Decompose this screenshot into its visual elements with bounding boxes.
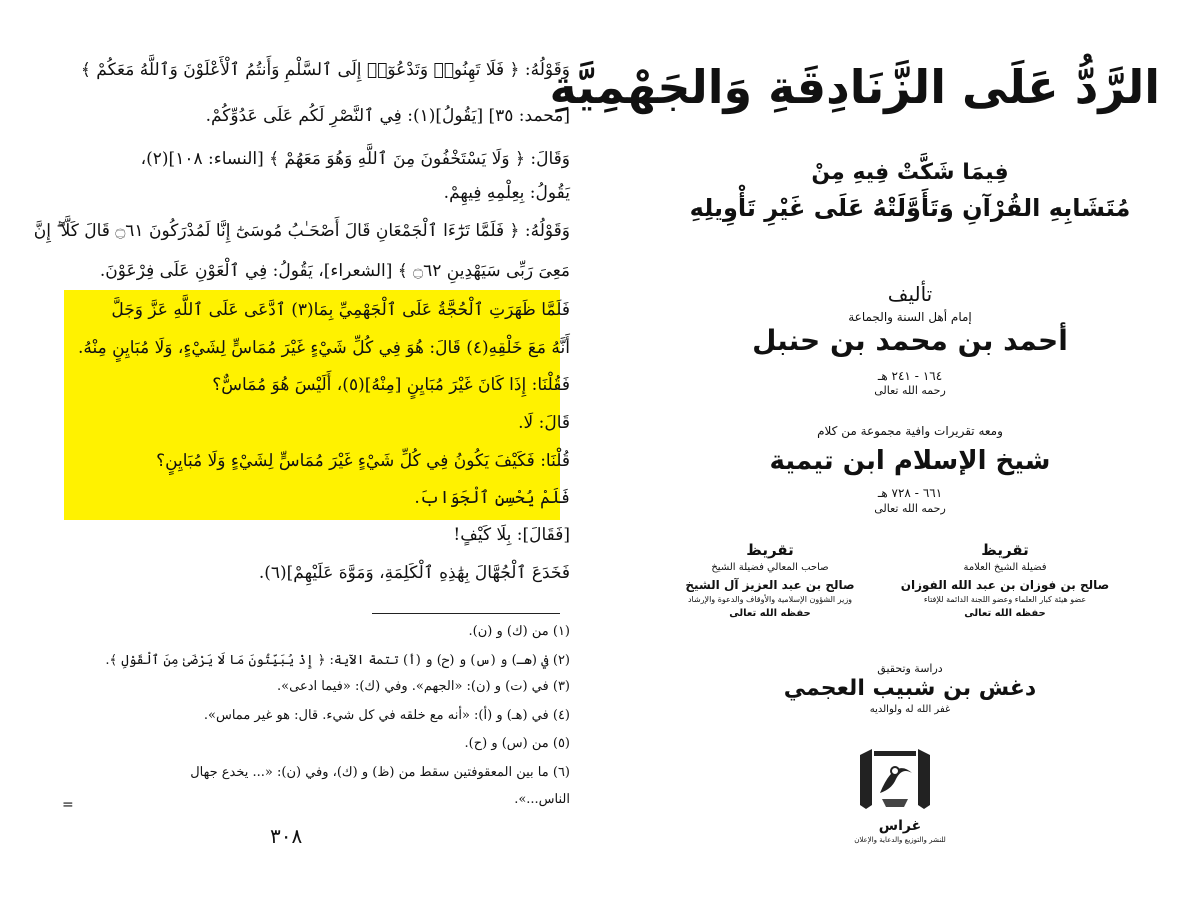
author-blessing: رحمه الله تعالى: [874, 384, 946, 397]
endorsement-right: [885, 540, 1125, 622]
footnote-2: (٢) في (هـ) و (س) و (ح) و (أ) تتمة الآية: ﴿ إِذْ يُبَيِّتُونَ مَا لَا يَرْضَىٰ مِنَ ٱلْقَوْلِ ﴾.: [105, 653, 570, 668]
body-line-2: [محمد: ٣٥] [يَقُولُ](١): فِي ٱلنَّصْرِ لَكُم عَلَى عَدُوِّكُمْ.: [205, 106, 570, 126]
addition-note: ومعه تقريرات وافية مجموعة من كلام: [817, 424, 1003, 438]
footnote-6-continued: الناس...».: [514, 792, 570, 807]
edge-mark: =: [62, 797, 74, 813]
footnote-5: (٥) من (س) و (ح).: [464, 736, 570, 751]
body-line-4: يَقُولُ: بِعِلْمِهِ فِيهِمْ.: [443, 183, 570, 203]
body-line-3: وَقَالَ: ﴿ وَلَا يَسْتَخْفُونَ مِنَ ٱللَّهِ وَهُوَ مَعَهُمْ ﴾ [النساء: ١٠٨](٢)،: [140, 149, 570, 169]
endorsement-position: وزير الشؤون الإسلامية والأوقاف والدعوة والإرشاد: [687, 595, 853, 604]
endorsement-label: تقريظ: [746, 541, 794, 559]
book-title: الرَّدُّ عَلَى الزَّنَادِقَةِ وَالجَهْمِيَّةِ: [549, 60, 1160, 114]
authorship-label: تأليف: [887, 282, 933, 306]
second-author-blessing: رحمه الله تعالى: [874, 502, 946, 515]
author-name: أحمد بن محمد بن حنبل: [752, 324, 1068, 357]
endorsement-blessing: حفظه الله تعالى: [729, 608, 811, 619]
after-line-1: [فَقَالَ]: بِلَا كَيْفٍ!: [453, 525, 570, 545]
footnote-1: (١) من (ك) و (ن).: [468, 624, 570, 639]
highlight-line-2: أَنَّهُ مَعَ خَلْقِهِ(٤) قَالَ: هُوَ فِي كُلِّ شَيْءٍ غَيْرَ مُمَاسٍّ لِشَيْءٍ، وَلَا مُبَايِنٍ مِنْهُ.: [77, 338, 570, 358]
footnote-6: (٦) ما بين المعقوفتين سقط من (ظ) و (ك)، وفي (ن): «... يخدع جهال: [190, 765, 570, 780]
endorsement-left: [650, 540, 890, 622]
body-line-6: مَعِىَ رَبِّى سَيَهْدِينِ ۝٦٢ ﴾ [الشعراء]، يَقُولُ: فِي ٱلْعَوْنِ عَلَى فِرْعَوْنَ.: [99, 261, 570, 281]
body-line-5: وَقَوْلُهُ: ﴿ فَلَمَّا تَرَٰٓءَا ٱلْجَمْعَانِ قَالَ أَصْحَـٰبُ مُوسَىٰٓ إِنَّا لَمُدْرَكُونَ ۝٦١ قَالَ كَلَّآ ۖ إِنَّ: [33, 221, 570, 241]
body-line-1: وَقَوْلُهُ: ﴿ فَلَا تَهِنُوا۟ وَتَدْعُوٓا۟ إِلَى ٱلسَّلْمِ وَأَنتُمُ ٱلْأَعْلَوْنَ وَٱللَّهُ مَعَكُمْ ﴾: [80, 60, 570, 80]
highlight-line-3: فَقُلْنَا: إِذَا كَانَ غَيْرَ مُبَايِنٍ [مِنْهُ](٥)، أَلَيْسَ هُوَ مُمَاسٌّ؟: [212, 375, 570, 395]
publisher-tagline: للنشر والتوزيع والدعاية والإعلان: [854, 836, 946, 844]
second-author-dates: ٦٦١ - ٧٢٨ هـ: [877, 486, 943, 500]
highlight-line-5: قُلْنَا: فَكَيْفَ يَكُونُ فِي كُلِّ شَيْءٍ غَيْرَ مُمَاسٍّ لِشَيْءٍ وَلَا مُبَايِنٍ؟: [156, 451, 570, 471]
book-subtitle-line-1: فِيمَا شَكَّتْ فِيهِ مِنْ: [811, 160, 1009, 185]
author-dates: ١٦٤ - ٢٤١ هـ: [877, 369, 943, 383]
highlight-line-1: فَلَمَّا ظَهَرَتِ ٱلْحُجَّةُ عَلَى ٱلْجَهْمِيِّ بِمَا(٣) ٱدَّعَى عَلَى ٱللَّهِ عَزَّ وَجَلَّ: [111, 300, 570, 320]
highlight-line-6: فَلَمْ يُحْسِنِ ٱلْجَوَابَ.: [414, 488, 570, 508]
endorsement-blessing: حفظه الله تعالى: [964, 608, 1046, 619]
endorsement-name: صالح بن عبد العزيز آل الشيخ: [685, 578, 855, 592]
after-line-2: فَخَدَعَ ٱلْجُهَّالَ بِهَٰذِهِ ٱلْكَلِمَةِ، وَمَوَّهَ عَلَيْهِمْ](٦).: [258, 563, 570, 583]
publisher-name: غراس: [878, 818, 922, 834]
footnote-4: (٤) في (هـ) و (أ): «أنه مع خلقه في كل شيء. قال: هو غير مماس».: [203, 708, 570, 723]
endorsement-label: تقريظ: [981, 541, 1029, 559]
editor-name: دغش بن شبيب العجمي: [783, 676, 1037, 701]
study-label: دراسة وتحقيق: [877, 662, 943, 675]
endorsement-title: صاحب المعالي فضيلة الشيخ: [711, 562, 829, 573]
footnote-separator: [372, 613, 560, 614]
second-author-name: شيخ الإسلام ابن تيمية: [769, 446, 1051, 476]
editor-blessing: غفر الله له ولوالديه: [869, 704, 951, 715]
endorsement-title: فضيلة الشيخ العلامة: [963, 562, 1047, 573]
footnote-3: (٣) في (ت) و (ن): «الجهم». وفي (ك): «فيما ادعى».: [277, 679, 570, 694]
endorsement-position: عضو هيئة كبار العلماء وعضو اللجنة الدائمة للإفتاء: [923, 595, 1087, 604]
page-number: ٣٠٨: [270, 824, 303, 848]
author-honorific: إمام أهل السنة والجماعة: [848, 310, 972, 324]
publisher-logo-icon: [852, 745, 938, 815]
endorsement-name: صالح بن فوزان بن عبد الله الفوزان: [900, 578, 1110, 592]
highlight-line-4: قَالَ: لَا.: [518, 413, 570, 433]
book-subtitle-line-2: مُتَشَابِهِ القُرْآنِ وَتَأَوَّلَتْهُ عَلَى غَيْرِ تَأْوِيلِهِ: [689, 194, 1131, 222]
